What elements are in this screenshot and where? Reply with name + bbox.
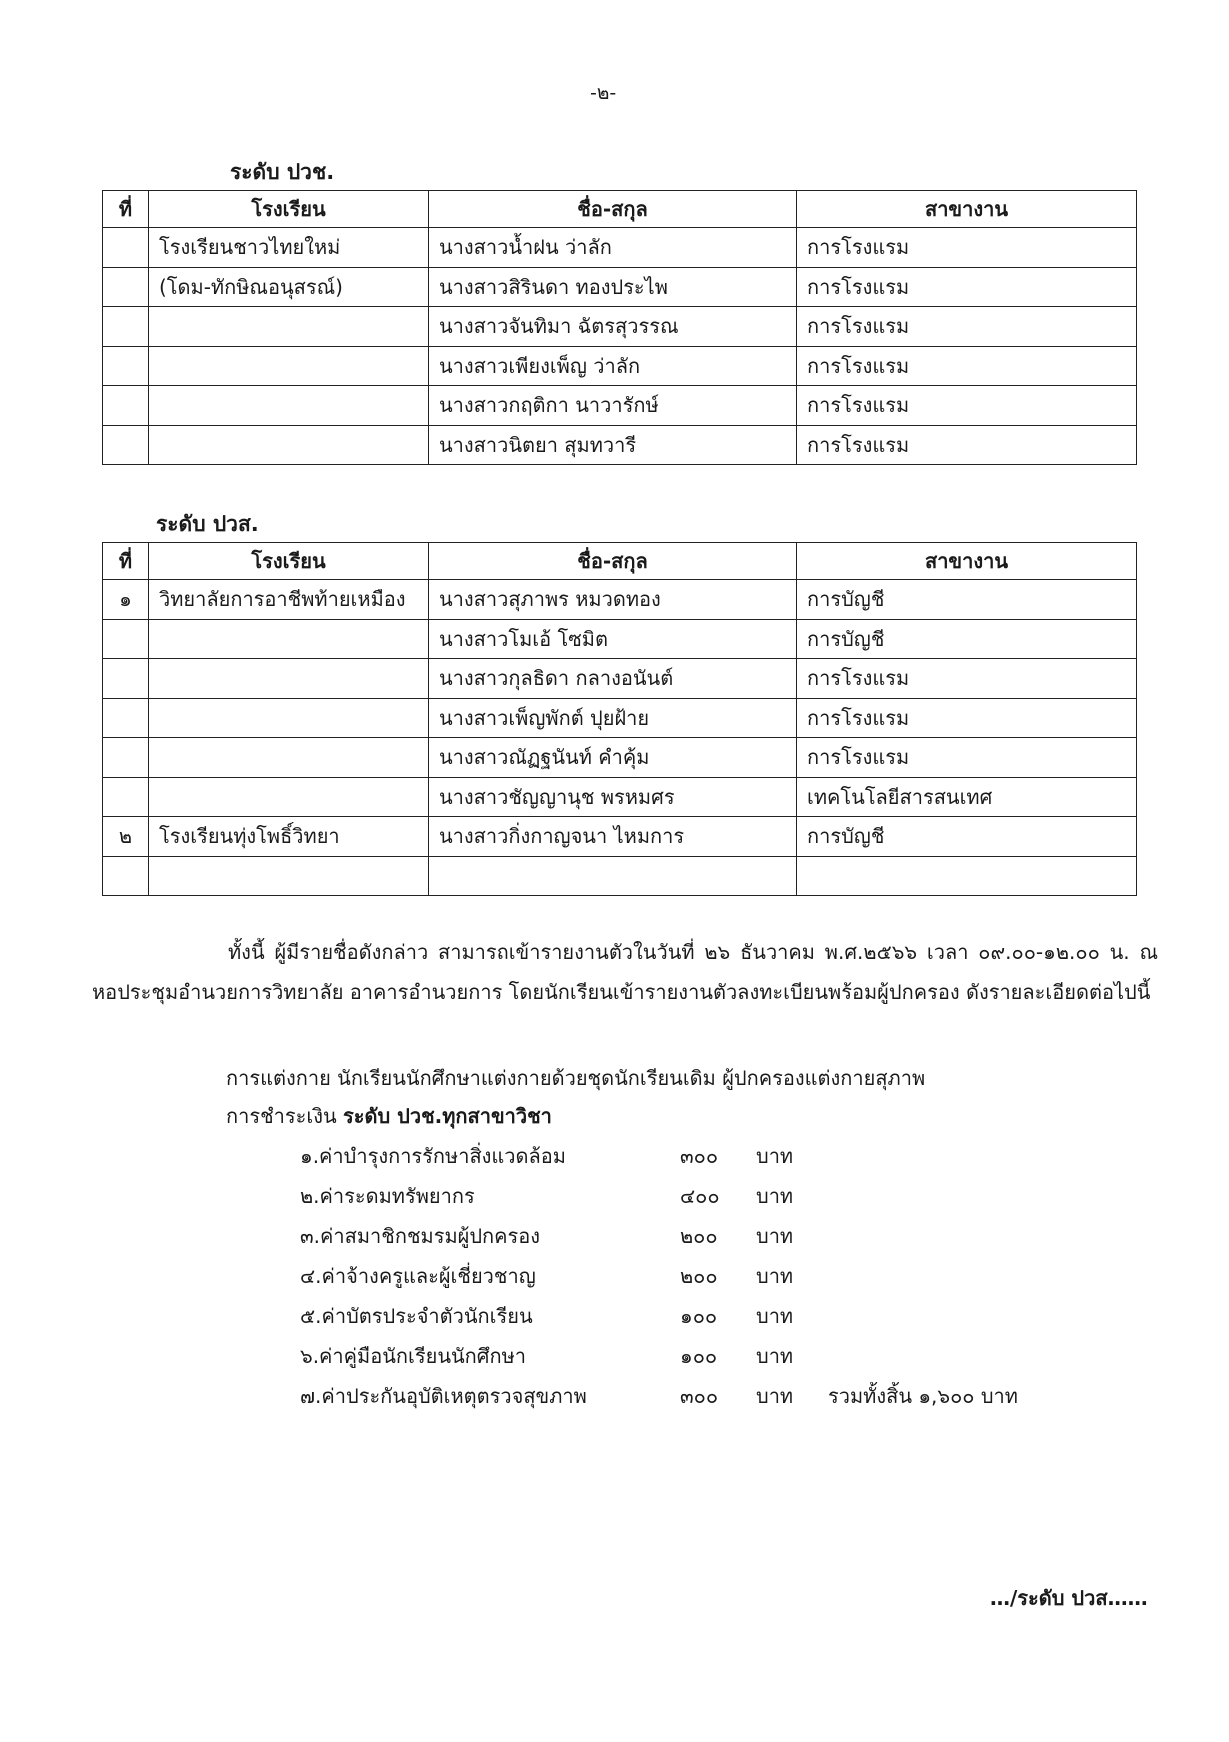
cell-major: การบัญชี xyxy=(797,580,1137,620)
cell-no: ๑ xyxy=(103,580,149,620)
cell-no xyxy=(103,777,149,817)
cell-school xyxy=(149,738,429,778)
section-title-pvs: ระดับ ปวส. xyxy=(156,512,259,536)
payment-heading xyxy=(226,1100,552,1132)
cell-name: นางสาวสุภาพร หมวดทอง xyxy=(429,580,797,620)
cell-no xyxy=(103,698,149,738)
table-pvs xyxy=(102,542,1137,896)
cell-school xyxy=(149,698,429,738)
cell-major: การโรงแรม xyxy=(797,386,1137,426)
fee-label: ๗.ค่าประกันอุบัติเหตุตรวจสุขภาพ xyxy=(300,1384,587,1408)
cell-major: การโรงแรม xyxy=(797,659,1137,699)
cell-name: นางสาวณัฏฐนันท์ คำคุ้ม xyxy=(429,738,797,778)
table-row xyxy=(103,307,1137,347)
fee-amount: ๓๐๐ xyxy=(680,1144,719,1168)
cell-name: นางสาวโมเอ้ โซมิต xyxy=(429,619,797,659)
fee-label: ๒.ค่าระดมทรัพยากร xyxy=(300,1184,475,1208)
fee-amount: ๒๐๐ xyxy=(680,1224,718,1248)
cell-school xyxy=(149,425,429,465)
fee-total: รวมทั้งสิ้น ๑,๖๐๐ บาท xyxy=(828,1384,1018,1408)
table-row xyxy=(103,228,1137,268)
cell-major xyxy=(797,856,1137,896)
header-no: ที่ xyxy=(103,543,149,580)
announcement-text: ทั้งนี้ ผู้มีรายชื่อดังกล่าว สามารถเข้ารายงานตัวในวันที่ ๒๖ ธันวาคม พ.ศ.๒๕๖๖ เวลา ๐๙.๐๐-๑๒.๐๐ น. ณ หอประชุมอำนวยการวิทยาลัย อาคารอำนวยการ โดยนักเรียนเข้ารายงานตัวลงทะเบียนพร้อมผู้ปกครอง ดังรายละเอียดต่อไปนี้ xyxy=(92,940,1158,1004)
header-school: โรงเรียน xyxy=(149,543,429,580)
cell-name: นางสาวกฤติกา นาวารักษ์ xyxy=(429,386,797,426)
table-row xyxy=(103,619,1137,659)
cell-no xyxy=(103,659,149,699)
cell-name: นางสาวเพียงเพ็ญ ว่าลัก xyxy=(429,346,797,386)
cell-major: การโรงแรม xyxy=(797,698,1137,738)
header-major: สาขางาน xyxy=(797,191,1137,228)
cell-name: นางสาวชัญญานุช พรหมศร xyxy=(429,777,797,817)
cell-name: นางสาวเพ็ญพักต์ ปุยฝ้าย xyxy=(429,698,797,738)
header-school: โรงเรียน xyxy=(149,191,429,228)
table-header-row xyxy=(103,191,1137,228)
cell-name: นางสาวน้ำฝน ว่าลัก xyxy=(429,228,797,268)
cell-school: (โดม-ทักษิณอนุสรณ์) xyxy=(149,267,429,307)
table-row xyxy=(103,267,1137,307)
table-row xyxy=(103,856,1137,896)
cell-name xyxy=(429,856,797,896)
cell-no xyxy=(103,425,149,465)
table-row xyxy=(103,777,1137,817)
cell-no: ๒ xyxy=(103,817,149,857)
cell-school: โรงเรียนทุ่งโพธิ์วิทยา xyxy=(149,817,429,857)
cell-school xyxy=(149,619,429,659)
fee-unit: บาท xyxy=(756,1384,794,1408)
page-number: -๒- xyxy=(590,82,617,104)
fee-label: ๔.ค่าจ้างครูและผู้เชี่ยวชาญ xyxy=(300,1264,536,1288)
header-name: ชื่อ-สกุล xyxy=(429,543,797,580)
cell-major: การบัญชี xyxy=(797,619,1137,659)
cell-no xyxy=(103,307,149,347)
cell-school: วิทยาลัยการอาชีพท้ายเหมือง xyxy=(149,580,429,620)
cell-school xyxy=(149,777,429,817)
fee-unit: บาท xyxy=(756,1344,794,1368)
cell-no xyxy=(103,619,149,659)
table-row xyxy=(103,346,1137,386)
cell-major: การโรงแรม xyxy=(797,267,1137,307)
header-major: สาขางาน xyxy=(797,543,1137,580)
cell-school xyxy=(149,307,429,347)
fee-unit: บาท xyxy=(756,1264,794,1288)
cell-name: นางสาวสิรินดา ทองประไพ xyxy=(429,267,797,307)
fee-unit: บาท xyxy=(756,1304,794,1328)
table-row xyxy=(103,738,1137,778)
cell-major: การบัญชี xyxy=(797,817,1137,857)
table-row xyxy=(103,386,1137,426)
cell-major: การโรงแรม xyxy=(797,307,1137,347)
cell-major: การโรงแรม xyxy=(797,346,1137,386)
payment-label: การชำระเงิน xyxy=(226,1104,337,1128)
section-title-pvc: ระดับ ปวช. xyxy=(230,160,335,184)
cell-major: เทคโนโลยีสารสนเทศ xyxy=(797,777,1137,817)
fee-amount: ๔๐๐ xyxy=(680,1184,720,1208)
cell-school xyxy=(149,386,429,426)
table-row xyxy=(103,580,1137,620)
cell-school xyxy=(149,659,429,699)
cell-no xyxy=(103,346,149,386)
cell-no xyxy=(103,856,149,896)
cell-no xyxy=(103,267,149,307)
fee-label: ๕.ค่าบัตรประจำตัวนักเรียน xyxy=(300,1304,533,1328)
table-header-row xyxy=(103,543,1137,580)
fee-unit: บาท xyxy=(756,1144,794,1168)
fee-label: ๑.ค่าบำรุงการรักษาสิ่งแวดล้อม xyxy=(300,1144,566,1168)
fee-amount: ๑๐๐ xyxy=(680,1344,718,1368)
dress-code: การแต่งกาย นักเรียนนักศึกษาแต่งกายด้วยชุดนักเรียนเดิม ผู้ปกครองแต่งกายสุภาพ xyxy=(226,1066,926,1090)
cell-major: การโรงแรม xyxy=(797,425,1137,465)
fee-amount: ๒๐๐ xyxy=(680,1264,718,1288)
cell-name: นางสาวกิ่งกาญจนา ไหมการ xyxy=(429,817,797,857)
fee-label: ๓.ค่าสมาชิกชมรมผู้ปกครอง xyxy=(300,1224,541,1248)
announcement-paragraph xyxy=(92,932,1158,1012)
cell-name: นางสาวกุลธิดา กลางอนันต์ xyxy=(429,659,797,699)
table-row xyxy=(103,698,1137,738)
footer-note: …/ระดับ ปวส…… xyxy=(990,1586,1148,1610)
cell-school xyxy=(149,856,429,896)
cell-school xyxy=(149,346,429,386)
cell-no xyxy=(103,228,149,268)
fee-unit: บาท xyxy=(756,1224,794,1248)
cell-no xyxy=(103,386,149,426)
cell-name: นางสาวจันทิมา ฉัตรสุวรรณ xyxy=(429,307,797,347)
table-row xyxy=(103,659,1137,699)
cell-major: การโรงแรม xyxy=(797,228,1137,268)
header-no: ที่ xyxy=(103,191,149,228)
cell-major: การโรงแรม xyxy=(797,738,1137,778)
fee-amount: ๓๐๐ xyxy=(680,1384,719,1408)
table-row xyxy=(103,817,1137,857)
table-pvc xyxy=(102,190,1137,465)
payment-level: ระดับ ปวช.ทุกสาขาวิชา xyxy=(343,1104,552,1128)
fee-amount: ๑๐๐ xyxy=(680,1304,718,1328)
fee-unit: บาท xyxy=(756,1184,794,1208)
fee-label: ๖.ค่าคู่มือนักเรียนนักศึกษา xyxy=(300,1344,526,1368)
header-name: ชื่อ-สกุล xyxy=(429,191,797,228)
table-row xyxy=(103,425,1137,465)
cell-no xyxy=(103,738,149,778)
cell-school: โรงเรียนชาวไทยใหม่ xyxy=(149,228,429,268)
cell-name: นางสาวนิตยา สุมทวารี xyxy=(429,425,797,465)
